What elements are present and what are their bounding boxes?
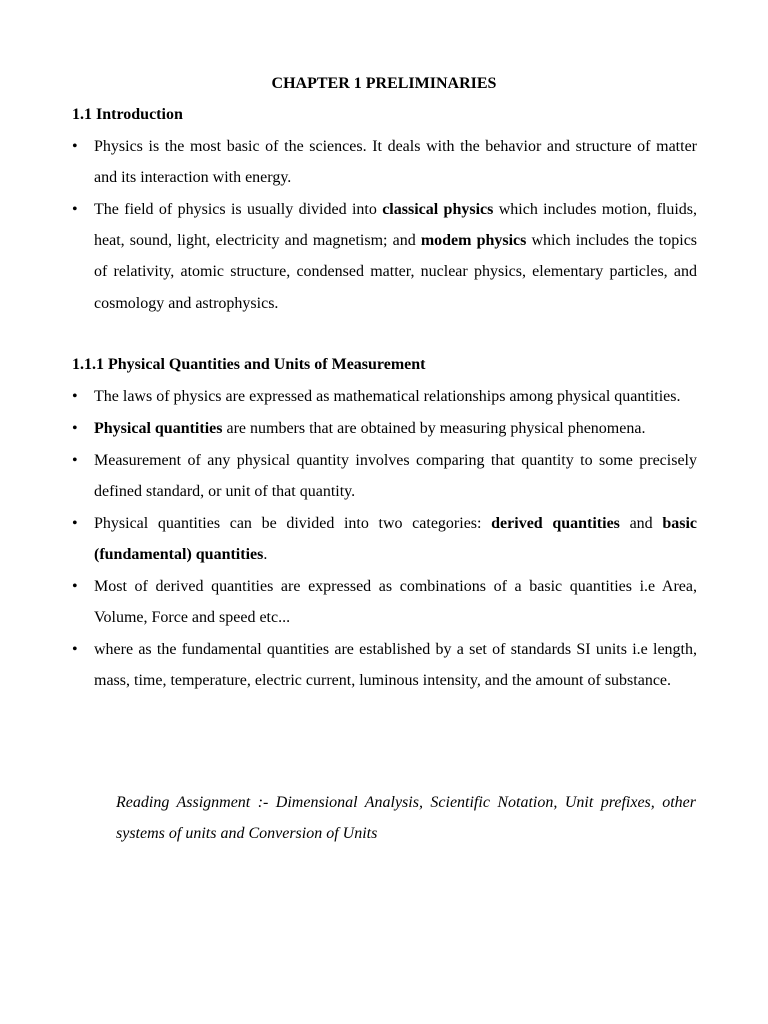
quantities-bullet-list <box>72 381 697 697</box>
bold-term-basic-quantities: basic (fundamental) quantities <box>94 514 697 563</box>
list-item-text: Physical quantities can be divided into two categories: <box>94 514 492 532</box>
introduction-bullet-list <box>72 131 697 319</box>
section-heading-introduction: 1.1 Introduction <box>72 106 183 123</box>
list-item <box>72 445 697 507</box>
bullet-icon: • <box>72 419 78 437</box>
list-item-text: The field of physics is usually divided into <box>94 201 383 218</box>
list-item <box>72 634 697 696</box>
reading-assignment: Reading Assignment :- Dimensional Analysis, Scientific Notation, Unit prefixes, other systems of units and Conversion of Units <box>116 794 696 843</box>
bold-term-modern-physics: modem physics <box>420 232 527 250</box>
list-item <box>72 413 697 444</box>
bullet-icon: • <box>72 514 78 532</box>
list-item-text: Physics is the most basic of the sciences. It deals with the behavior and structure of matter and its interaction with energy. <box>94 138 697 187</box>
list-item-text: and <box>619 514 663 532</box>
list-item <box>72 508 697 570</box>
bold-term-classical-physics: classical physics <box>382 201 494 218</box>
bold-term-derived-quantities: derived quantities <box>491 514 620 532</box>
list-item-text: The laws of physics are expressed as mathematical relationships among physical quantities. <box>94 388 681 405</box>
section-heading-physical-quantities: 1.1.1 Physical Quantities and Units of Measurement <box>72 356 426 373</box>
list-item <box>72 194 697 319</box>
bold-term-physical-quantities: Physical quantities <box>94 419 223 437</box>
bullet-icon: • <box>72 388 78 405</box>
chapter-title: CHAPTER 1 PRELIMINARIES <box>271 75 497 92</box>
list-item-text: Most of derived quantities are expressed as combinations of a basic quantities i.e Area, Volume, Force and speed etc... <box>94 577 697 626</box>
bullet-icon: • <box>72 451 78 469</box>
bullet-icon: • <box>72 640 78 658</box>
bullet-icon: • <box>72 201 78 218</box>
list-item-text: are numbers that are obtained by measuring physical phenomena. <box>222 419 646 437</box>
list-item-text: . <box>263 545 268 563</box>
list-item <box>72 131 697 193</box>
list-item <box>72 381 697 412</box>
bullet-icon: • <box>72 577 78 595</box>
list-item-text: which includes the topics of relativity, atomic structure, condensed matter, nuclear physics, elementary particles, and cosmology and astrophysics. <box>94 232 698 312</box>
bullet-icon: • <box>72 138 78 155</box>
list-item-text: which includes motion, fluids, heat, sound, light, electricity and magnetism; and <box>94 201 698 250</box>
list-item-text: where as the fundamental quantities are established by a set of standards SI units i.e length, mass, time, temperature, electric current, luminous intensity, and the amount of substance. <box>94 640 697 689</box>
list-item-text: Measurement of any physical quantity involves comparing that quantity to some precisely defined standard, or unit of that quantity. <box>94 451 697 500</box>
list-item <box>72 571 697 633</box>
